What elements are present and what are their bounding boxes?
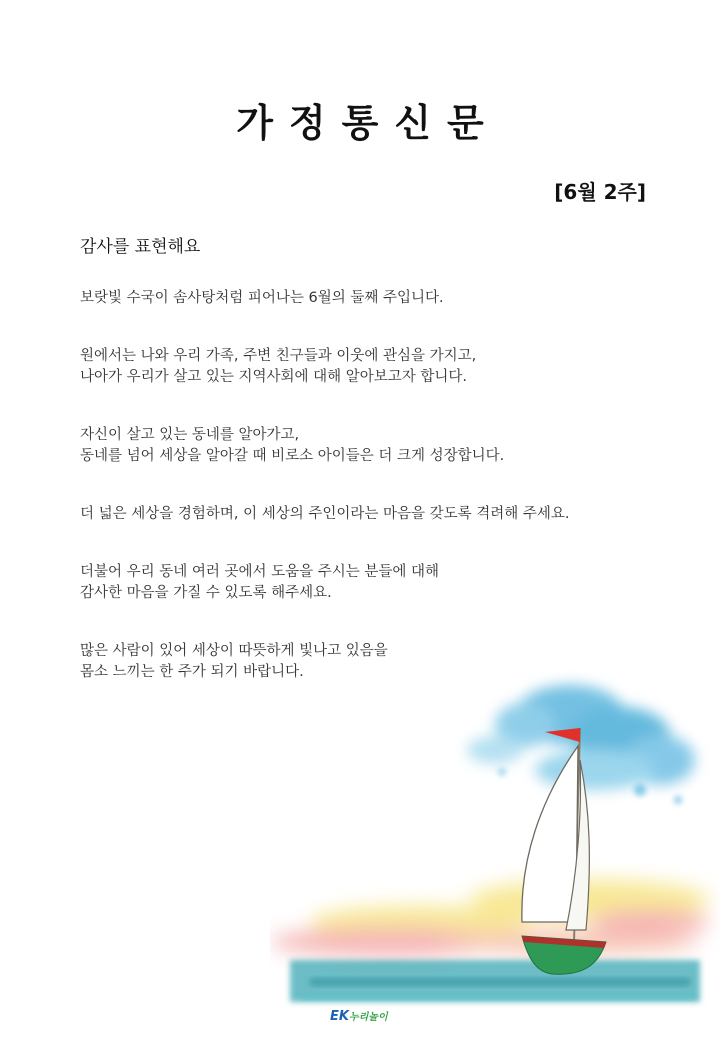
text-line: 나아가 우리가 살고 있는 지역사회에 대해 알아보고자 합니다. (80, 369, 468, 385)
text-line: 많은 사람이 있어 세상이 따뜻하게 빛나고 있음을 (80, 643, 388, 659)
text-line: 더불어 우리 동네 여러 곳에서 도움을 주시는 분들에 대해 (80, 564, 440, 580)
page-title: 가정통신문 (236, 101, 500, 145)
text-line: 몸소 느끼는 한 주가 되기 바랍니다. (80, 664, 304, 680)
paragraph-3 (80, 425, 680, 467)
paragraph-5 (80, 562, 680, 604)
section-heading: 감사를 표현해요 (80, 237, 201, 257)
text-line: 자신이 살고 있는 동네를 알아가고, (80, 427, 300, 443)
paragraph-2 (80, 346, 680, 388)
logo-ek: EK (330, 1009, 349, 1024)
logo-name: 누리놀이 (348, 1012, 388, 1023)
text-line: 원에서는 나와 우리 가족, 주변 친구들과 이웃에 관심을 가지고, (80, 348, 477, 364)
sunset-wash (270, 880, 710, 956)
text-line: 보랏빛 수국이 솜사탕처럼 피어나는 6월의 둘째 주입니다. (80, 290, 444, 306)
sea-wash (290, 960, 700, 1002)
brand-logo (330, 1008, 388, 1024)
week-label: [6월 2주] (554, 180, 646, 204)
body-text (80, 288, 680, 720)
paragraph-1 (80, 288, 680, 309)
sailboat-illustration (270, 660, 720, 1020)
paragraph-4 (80, 504, 680, 525)
text-line: 더 넓은 세상을 경험하며, 이 세상의 주인이라는 마음을 갖도록 격려해 주세요. (80, 506, 570, 522)
text-line: 동네를 넘어 세상을 알아갈 때 비로소 아이들은 더 크게 성장합니다. (80, 448, 505, 464)
text-line: 감사한 마음을 가질 수 있도록 해주세요. (80, 585, 332, 601)
